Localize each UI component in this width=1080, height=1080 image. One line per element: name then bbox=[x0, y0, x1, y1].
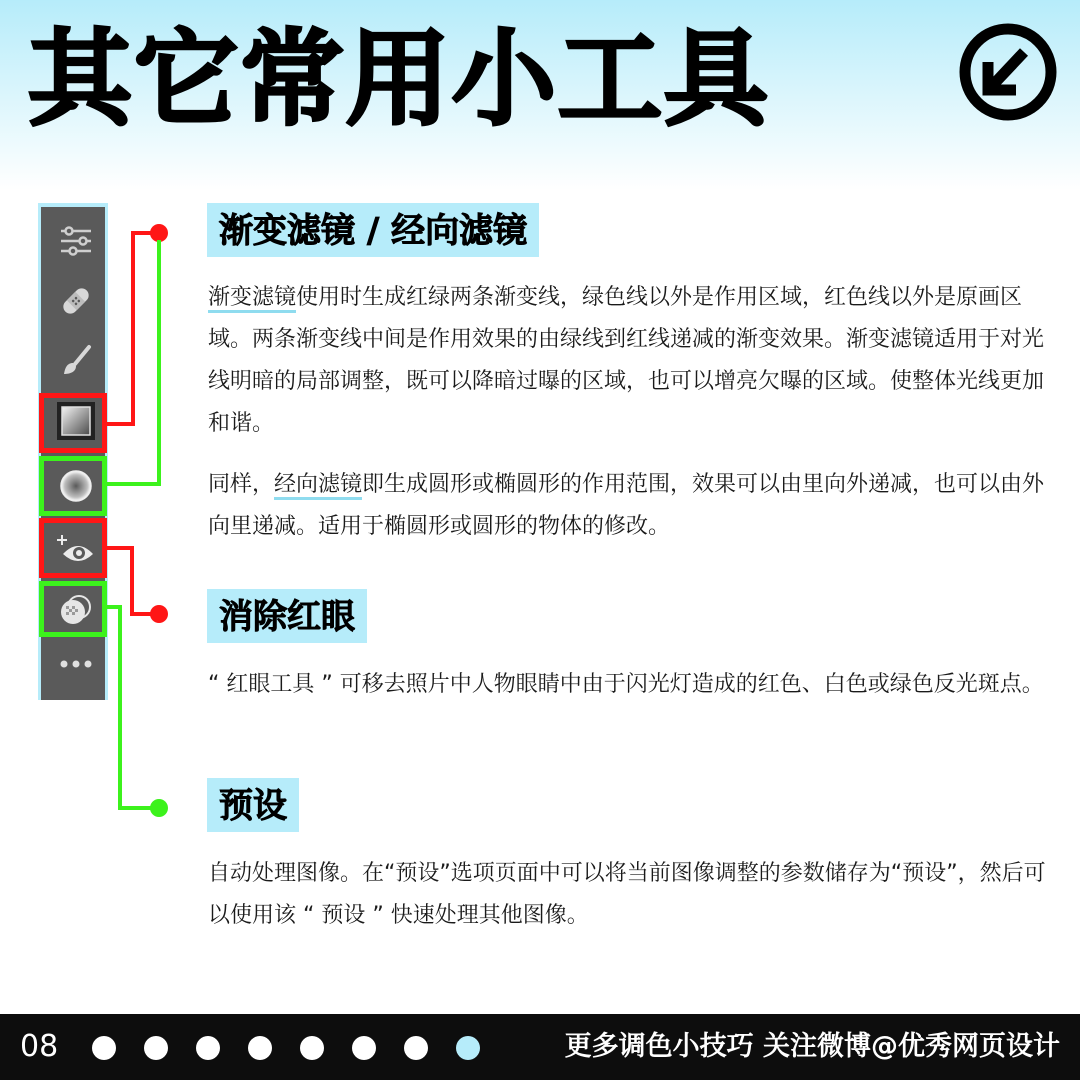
page-dot[interactable] bbox=[352, 1036, 376, 1060]
bandage-icon bbox=[59, 284, 93, 318]
filters-paragraph-2-lead: 同样， bbox=[208, 472, 275, 497]
tool-healing[interactable] bbox=[44, 273, 108, 329]
highlight-radial-filter bbox=[39, 456, 107, 516]
highlight-presets bbox=[39, 581, 107, 637]
page-title: 其它常用小工具 bbox=[28, 18, 771, 140]
tool-brush[interactable] bbox=[44, 333, 108, 389]
tool-more[interactable] bbox=[44, 636, 108, 692]
section-heading-presets: 预设 bbox=[207, 778, 299, 832]
footer-bar bbox=[0, 1014, 1080, 1080]
filters-paragraph-2-text: 即生成圆形或椭圆形的作用范围，效果可以由里向外递减，也可以由外向里递减。适用于椭圆形或圆形的物体的修改。 bbox=[208, 472, 1045, 539]
arrow-down-left-circle-icon bbox=[958, 22, 1058, 122]
term-radial-filter: 经向滤镜 bbox=[274, 472, 362, 500]
page-dot[interactable] bbox=[92, 1036, 116, 1060]
page-number: 08 bbox=[20, 1029, 59, 1064]
page-dot[interactable] bbox=[144, 1036, 168, 1060]
filters-paragraph-1-text: 使用时生成红绿两条渐变线，绿色线以外是作用区域，红色线以外是原画区域。两条渐变线中间是作用效果的由绿线到红线递减的渐变效果。渐变滤镜适用于对光线明暗的局部调整，既可以降暗过曝的区域，也可以增亮欠曝的区域。使整体光线更加和谐。 bbox=[208, 285, 1045, 436]
redeye-paragraph: “ 红眼工具 ” 可移去照片中人物眼睛中由于闪光灯造成的红色、白色或绿色反光斑点。 bbox=[208, 672, 1044, 697]
footer-follow-text: 更多调色小技巧 关注微博@优秀网页设计 bbox=[564, 1031, 1060, 1062]
filters-paragraph-2 bbox=[208, 464, 1056, 548]
tool-adjust[interactable] bbox=[44, 213, 108, 269]
term-graduated-filter: 渐变滤镜 bbox=[208, 285, 296, 313]
page-dot[interactable] bbox=[300, 1036, 324, 1060]
page-dot[interactable] bbox=[196, 1036, 220, 1060]
presets-paragraph: 自动处理图像。在“预设”选项页面中可以将当前图像调整的参数储存为“预设”，然后可以使用该 “ 预设 ” 快速处理其他图像。 bbox=[208, 861, 1046, 928]
filters-paragraph-1 bbox=[208, 277, 1056, 445]
highlight-red-eye bbox=[39, 518, 107, 578]
page-dot-active[interactable] bbox=[456, 1036, 480, 1060]
page-dot[interactable] bbox=[248, 1036, 272, 1060]
section-heading-redeye: 消除红眼 bbox=[207, 589, 367, 643]
brush-icon bbox=[59, 344, 93, 378]
sliders-icon bbox=[59, 226, 93, 256]
section-heading-filters: 渐变滤镜 / 经向滤镜 bbox=[207, 203, 539, 257]
more-icon bbox=[59, 659, 93, 669]
highlight-graduated-filter bbox=[39, 393, 107, 453]
page-dot[interactable] bbox=[404, 1036, 428, 1060]
